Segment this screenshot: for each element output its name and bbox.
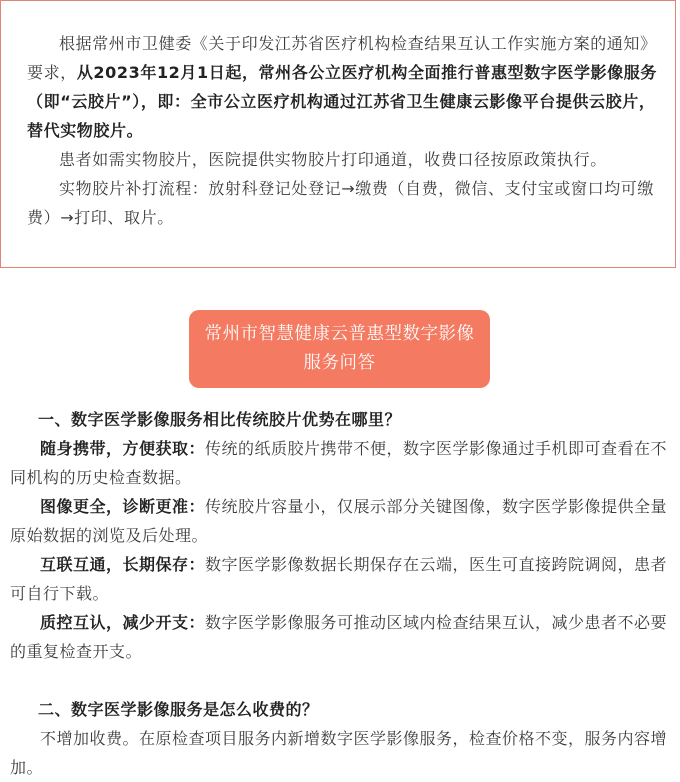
advantage-text: 数字医学影像服务可推动区域内检查结果互认，减少患者不必要的重复检查开支。 [10,613,668,661]
advantage-item [10,492,670,550]
section-banner [189,310,490,388]
question-1: 一、数字医学影像服务相比传统胶片优势在哪里？ [38,410,402,429]
notice-lead-text: 根据常州市卫健委《关于印发江苏省医疗机构检查结果互认工作实施方案的通知》要求， [27,34,657,82]
banner-title-line-2: 服务问答 [303,353,376,373]
banner-title-line-1: 常州市智慧健康云普惠型数字影像 [204,324,475,344]
notice-paragraph-3: 实物胶片补打流程：放射科登记处登记→缴费（自费，微信、支付宝或窗口均可缴费）→打印、取片。 [27,179,655,227]
answer-2: 不增加收费。在原检查项目服务内新增数字医学影像服务，检查价格不变，服务内容增加。 [10,729,668,777]
advantage-text: 数字医学影像数据长期保存在云端，医生可直接跨院调阅，患者可自行下载。 [10,555,668,603]
advantage-title: 互联互通，长期保存： [40,555,206,574]
notice-paragraph-1 [27,29,657,145]
section-spacer [10,666,670,695]
advantage-title: 随身携带，方便获取： [40,439,206,458]
notice-bold-text: 从2023年12月1日起，常州各公立医疗机构全面推行普惠型数字医学影像服务（即“云胶片”），即：全市公立医疗机构通过江苏省卫生健康云影像平台提供云胶片，替代实物胶片。 [27,63,657,140]
question-2: 二、数字医学影像服务是怎么收费的？ [38,700,319,719]
advantage-item [10,608,670,666]
advantage-text: 传统胶片容量小，仅展示部分关键图像，数字医学影像提供全量原始数据的浏览及后处理。 [10,497,668,545]
advantage-text: 传统的纸质胶片携带不便，数字医学影像通过手机即可查看在不同机构的历史检查数据。 [10,439,668,487]
advantage-title: 质控互认，减少开支： [40,613,206,632]
qa-section [10,405,670,782]
advantage-title: 图像更全，诊断更准： [40,497,206,516]
advantage-item [10,434,670,492]
notice-paragraph-2: 患者如需实物胶片，医院提供实物胶片打印通道，收费口径按原政策执行。 [59,150,607,169]
advantage-item [10,550,670,608]
policy-notice-box [0,0,676,268]
